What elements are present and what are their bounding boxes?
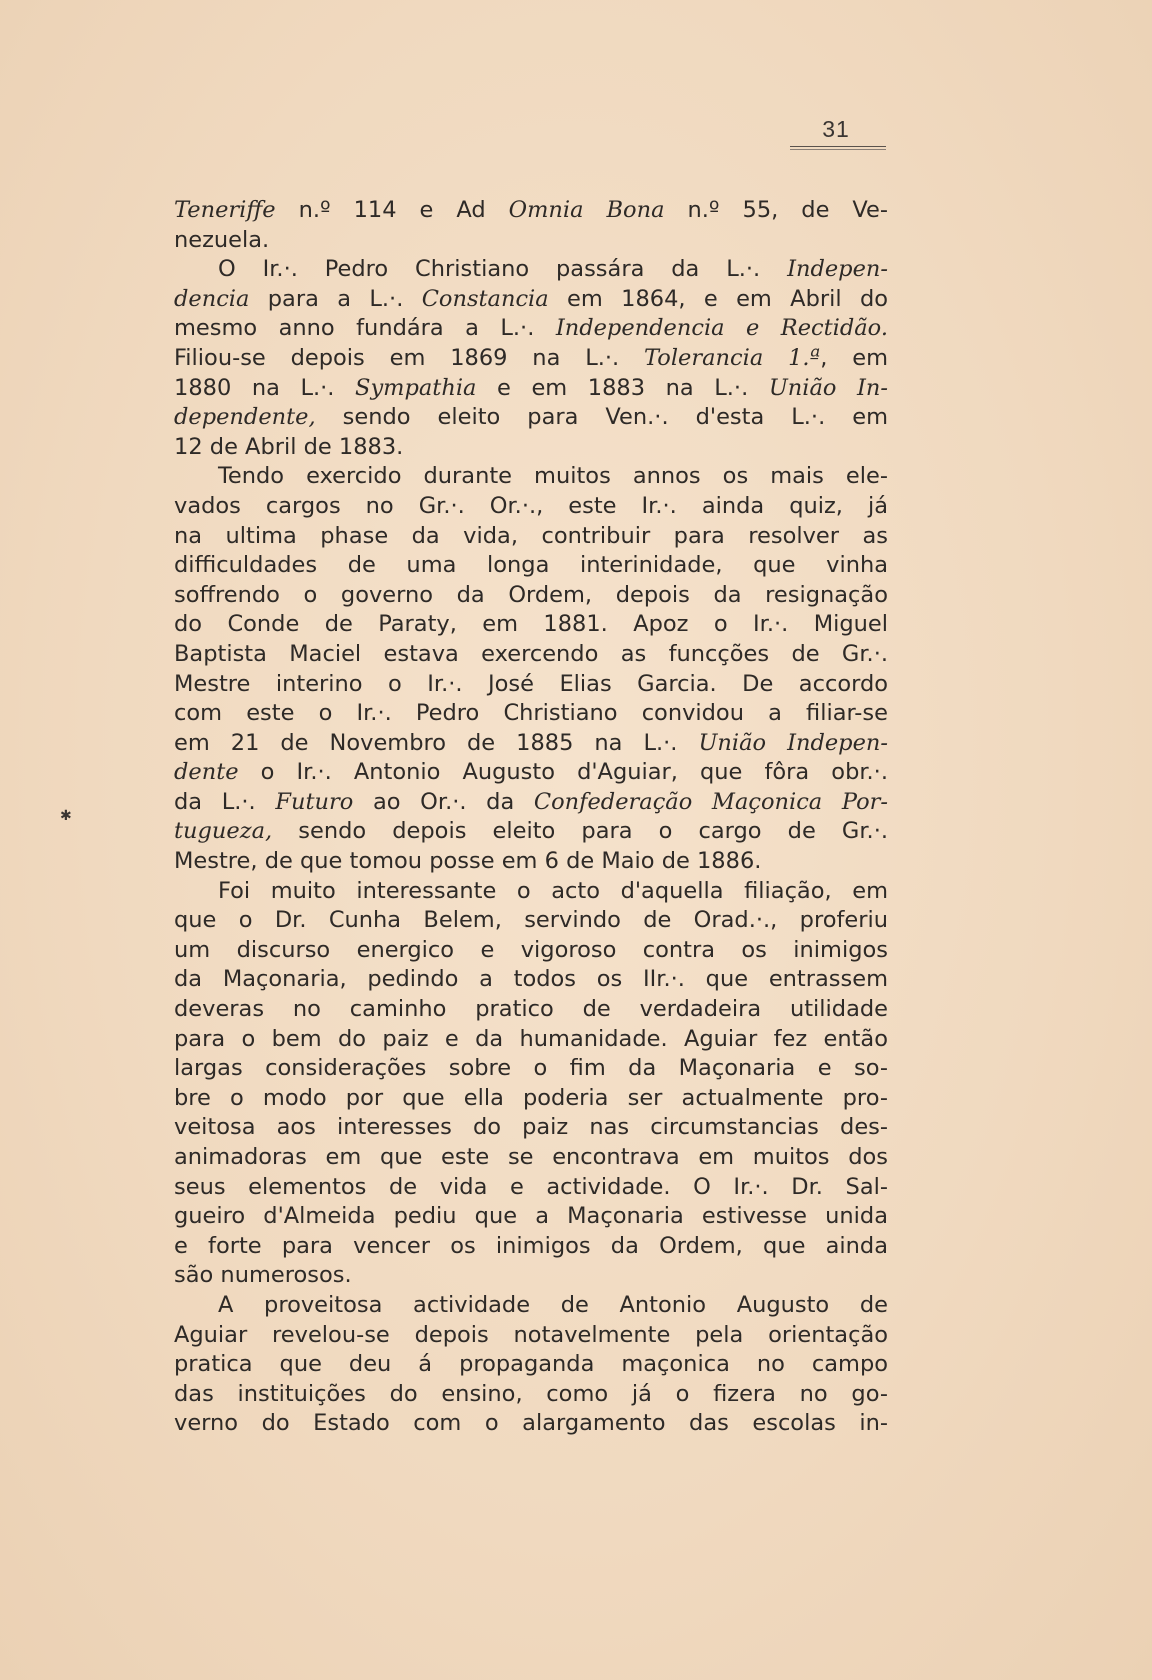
italic-segment: dependente, xyxy=(174,404,316,431)
italic-segment: Teneriffe xyxy=(174,197,276,223)
text-line xyxy=(174,1143,888,1173)
text-segment: da L.·. xyxy=(174,788,276,815)
text-line xyxy=(174,226,888,256)
text-line xyxy=(174,758,888,788)
italic-segment: tugueza, xyxy=(174,818,273,845)
text-segment: n.º 114 e Ad xyxy=(275,197,509,223)
text-line xyxy=(174,285,888,315)
italic-segment: Tolerancia 1.ª xyxy=(644,344,821,371)
text-line xyxy=(174,551,888,581)
text-segment: pratica que deu á propaganda maçonica no campo xyxy=(174,1351,888,1378)
text-line xyxy=(174,462,888,492)
text-segment: n.º 55, de Ve- xyxy=(664,197,889,223)
text-line xyxy=(174,788,888,818)
text-segment: 1880 na L.·. xyxy=(174,374,356,401)
text-segment: Mestre, de que tomou posse em 6 de Maio de 1886. xyxy=(174,848,762,875)
text-segment: e em 1883 na L.·. xyxy=(476,374,769,401)
text-line xyxy=(174,1202,888,1232)
text-segment: verno do Estado com o alargamento das escolas in- xyxy=(174,1410,888,1437)
italic-segment: dente xyxy=(174,759,239,786)
text-segment: na ultima phase da vida, contribuir para resolver as xyxy=(174,522,888,549)
text-segment: difficuldades de uma longa interinidade, que vinha xyxy=(174,552,888,579)
italic-segment: União In- xyxy=(768,374,888,401)
text-segment: que o Dr. Cunha Belem, servindo de Orad.·., proferiu xyxy=(174,907,888,934)
italic-segment: Omnia Bona xyxy=(508,197,665,223)
italic-segment: Independencia e Rectidão. xyxy=(555,315,888,342)
text-segment: Aguiar revelou-se depois notavelmente pela orientação xyxy=(174,1321,888,1348)
italic-segment: Indepen- xyxy=(787,256,888,283)
text-line xyxy=(174,1113,888,1143)
text-line xyxy=(174,433,888,463)
text-line xyxy=(174,936,888,966)
text-line xyxy=(174,1054,888,1084)
text-segment: ao Or.·. da xyxy=(353,788,534,815)
text-segment: e forte para vencer os inimigos da Ordem, que ainda xyxy=(174,1232,888,1259)
text-line xyxy=(174,729,888,759)
text-segment: para o bem do paiz e da humanidade. Aguiar fez então xyxy=(174,1025,888,1052)
text-line xyxy=(174,1025,888,1055)
text-line xyxy=(174,906,888,936)
text-line xyxy=(174,1321,888,1351)
italic-segment: Sympathia xyxy=(355,374,477,401)
text-line xyxy=(174,699,888,729)
italic-segment: Constancia xyxy=(421,285,549,312)
text-segment: animadoras em que este se encontrava em muitos dos xyxy=(174,1144,888,1170)
text-segment: deveras no caminho pratico de verdadeira utilidade xyxy=(174,996,888,1023)
text-segment: sendo depois eleito para o cargo de Gr.·. xyxy=(272,818,888,845)
text-line xyxy=(174,640,888,670)
text-segment: largas considerações sobre o fim da Maçonaria e so- xyxy=(174,1055,888,1082)
text-segment: Mestre interino o Ir.·. José Elias Garcia. De accordo xyxy=(174,670,888,697)
text-segment: um discurso energico e vigoroso contra os inimigos xyxy=(174,936,888,963)
text-segment: A proveitosa actividade de Antonio Augusto de xyxy=(218,1291,888,1318)
italic-segment: Futuro xyxy=(275,788,354,815)
text-segment: das instituições do ensino, como já o fizera no go- xyxy=(174,1380,888,1407)
text-line xyxy=(174,196,888,226)
page-number: 31 xyxy=(822,116,850,142)
text-line xyxy=(174,1291,888,1321)
body-text xyxy=(174,196,888,1439)
text-segment: para a L.·. xyxy=(249,285,422,312)
text-line xyxy=(174,1261,888,1291)
text-line xyxy=(174,610,888,640)
text-segment: sendo eleito para Ven.·. d'esta L.·. em xyxy=(315,404,888,431)
text-line xyxy=(174,1173,888,1203)
page-number-rule-secondary xyxy=(790,149,886,150)
text-line xyxy=(174,965,888,995)
margin-mark: ✱ xyxy=(60,808,72,824)
page-number-wrap xyxy=(786,116,886,143)
text-line xyxy=(174,1232,888,1262)
italic-segment: dencia xyxy=(174,285,250,312)
text-segment: são numerosos. xyxy=(174,1262,352,1289)
italic-segment: União Indepen- xyxy=(698,729,888,756)
text-line xyxy=(174,403,888,433)
text-segment: Filiou-se depois em 1869 na L.·. xyxy=(174,344,645,371)
text-line xyxy=(174,1380,888,1410)
text-segment: com este o Ir.·. Pedro Christiano convidou a filiar-se xyxy=(174,700,888,727)
text-segment: do Conde de Paraty, em 1881. Apoz o Ir.·. Miguel xyxy=(174,611,888,638)
text-line xyxy=(174,522,888,552)
text-segment: , em xyxy=(820,344,889,371)
text-line xyxy=(174,314,888,344)
text-line xyxy=(174,1409,888,1439)
italic-segment: Confederação Maçonica Por- xyxy=(533,788,888,815)
text-segment: da Maçonaria, pedindo a todos os IIr.·. que entrassem xyxy=(174,966,888,993)
text-segment: em 1864, e em Abril do xyxy=(548,285,888,312)
text-segment: mesmo anno fundára a L.·. xyxy=(174,315,556,342)
text-line xyxy=(174,1350,888,1380)
text-segment: veitosa aos interesses do paiz nas circumstancias des- xyxy=(174,1114,888,1141)
text-segment: nezuela. xyxy=(174,226,270,253)
text-line xyxy=(174,492,888,522)
text-line xyxy=(174,581,888,611)
text-segment: o Ir.·. Antonio Augusto d'Aguiar, que fôra obr.·. xyxy=(238,759,888,786)
text-line xyxy=(174,1084,888,1114)
text-segment: Tendo exercido durante muitos annos os mais ele- xyxy=(218,463,888,490)
text-segment: bre o modo por que ella poderia ser actualmente pro- xyxy=(174,1084,888,1111)
text-segment: gueiro d'Almeida pediu que a Maçonaria estivesse unida xyxy=(174,1203,888,1230)
text-segment: vados cargos no Gr.·. Or.·., este Ir.·. ainda quiz, já xyxy=(174,492,888,519)
text-segment: soffrendo o governo da Ordem, depois da resignação xyxy=(174,581,888,608)
text-line xyxy=(174,374,888,404)
text-line xyxy=(174,877,888,907)
page-number-rule xyxy=(790,146,886,147)
text-line xyxy=(174,995,888,1025)
text-line xyxy=(174,344,888,374)
text-line xyxy=(174,670,888,700)
text-segment: seus elementos de vida e actividade. O Ir.·. Dr. Sal- xyxy=(174,1173,888,1200)
text-segment: Baptista Maciel estava exercendo as funcções de Gr.·. xyxy=(174,640,888,667)
text-segment: 12 de Abril de 1883. xyxy=(174,433,404,460)
text-line xyxy=(174,817,888,847)
text-segment: Foi muito interessante o acto d'aquella filiação, em xyxy=(218,877,888,904)
text-segment: em 21 de Novembro de 1885 na L.·. xyxy=(174,729,699,756)
text-line xyxy=(174,255,888,285)
text-line xyxy=(174,847,888,877)
text-segment: O Ir.·. Pedro Christiano passára da L.·. xyxy=(218,256,788,283)
